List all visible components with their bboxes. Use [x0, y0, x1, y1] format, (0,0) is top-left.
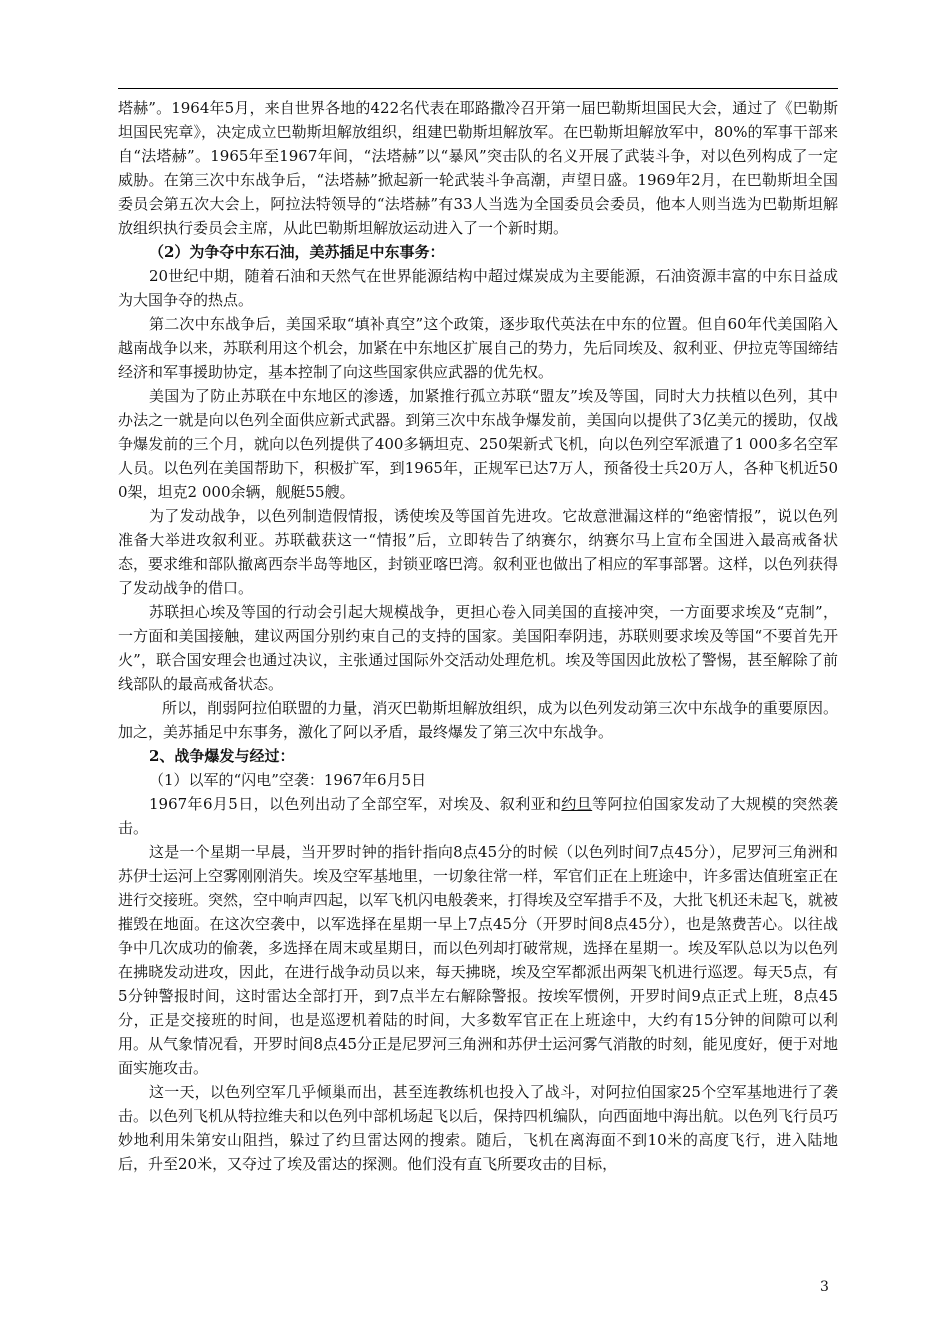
page-number: 3: [820, 1279, 829, 1295]
paragraph-june-5-attack: [118, 792, 838, 840]
paragraph-oil-importance: 20世纪中期，随着石油和天然气在世界能源结构中超过煤炭成为主要能源，石油资源丰富的中东日益成为大国争夺的热点。: [118, 267, 838, 309]
subsection-heading-air-strike: （1）以军的“闪电”空袭：1967年6月5日: [149, 771, 427, 789]
paragraph-us-support-israel: 美国为了防止苏联在中东地区的渗透，加紧推行孤立苏联“盟友”埃及等国，同时大力扶植以色列，其中办法之一就是向以色列全面供应新式武器。到第三次中东战争爆发前，美国向以提供了3亿美元的援助，仅战争爆发前的三个月，就向以色列提供了400多辆坦克、250架新式飞机，向以色列空军派遣了1 000多名空军人员。以色列在美国帮助下，积极扩军，到1965年，正规军已达7万人，预备役士兵20万人，各种飞机近500架，坦克2 000余辆，舰艇55艘。: [118, 387, 838, 501]
body-text: [118, 96, 838, 1176]
paragraph-air-raid-details: 这一天，以色列空军几乎倾巢而出，甚至连教练机也投入了战斗，对阿拉伯国家25个空军基地进行了袭击。以色列飞机从特拉维夫和以色列中部机场起飞以后，保持四机编队，向西面地中海出航。以色列飞行员巧妙地利用朱第安山阻挡，躲过了约旦雷达网的搜索。随后，飞机在离海面不到10米的高度飞行，进入陆地后，升至20米，又夺过了埃及雷达的探测。他们没有直飞所要攻击的目标，: [118, 1083, 839, 1173]
text-segment: 1967年6月5日，以色列出动了全部空军，对埃及、叙利亚和: [149, 795, 562, 813]
paragraph-ussr-restraint: 苏联担心埃及等国的行动会引起大规模战争，更担心卷入同美国的直接冲突，一方面要求埃及“克制”，一方面和美国接触，建议两国分别约束自己的支持的国家。美国阳奉阴违，苏联则要求埃及等国“不要首先开火”，联合国安理会也通过决议，主张通过国际外交活动处理危机。埃及等国因此放松了警惕，甚至解除了前线部队的最高戒备状态。: [118, 603, 838, 693]
header-rule: [118, 88, 838, 89]
paragraph-surprise-timing: 这是一个星期一早晨，当开罗时钟的指针指向8点45分的时候（以色列时间7点45分），尼罗河三角洲和苏伊士运河上空雾刚刚消失。埃及空军基地里，一切象往常一样，军官们正在上班途中，许多雷达值班室正在进行交接班。突然，空中响声四起，以军飞机闪电般袭来，打得埃及空军措手不及，大批飞机还未起飞，就被摧毁在地面。在这次空袭中，以军选择在星期一早上7点45分（开罗时间8点45分），也是煞费苦心。以往战争中几次成功的偷袭，多选择在周末或星期日，而以色列却打破常规，选择在星期一。埃及军队总以为以色列在拂晓发动进攻，因此，在进行战争动员以来，每天拂晓，埃及空军都派出两架飞机进行巡逻。每天5点，有5分钟警报时间，这时雷达全部打开，到7点半左右解除警报。按埃军惯例，开罗时间9点正式上班，8点45分，正是交接班的时间，也是巡逻机着陆的时间，大多数军官正在上班途中，大约有15分钟的间隙可以利用。从气象情况看，开罗时间8点45分正是尼罗河三角洲和苏伊士运河雾气消散的时刻，能见度好，便于对地面实施攻击。: [118, 843, 839, 1077]
paragraph-fatah-history: 塔赫”。1964年5月，来自世界各地的422名代表在耶路撒冷召开第一届巴勒斯坦国民大会，通过了《巴勒斯坦国民宪章》，决定成立巴勒斯坦解放组织，组建巴勒斯坦解放军。在巴勒斯坦解放军中，80%的军事干部来自“法塔赫”。1965年至1967年间，“法塔赫”以“暴风”突击队的名义开展了武装斗争，对以色列构成了一定威胁。在第三次中东战争后，“法塔赫”掀起新一轮武装斗争高潮，声望日盛。1969年2月，在巴勒斯坦全国委员会第五次大会上，阿拉法特领导的“法塔赫”有33人当选为全国委员会委员，他本人则当选为巴勒斯坦解放组织执行委员会主席，从此巴勒斯坦解放运动进入了一个新时期。: [118, 99, 838, 237]
text-segment: 等阿拉伯国家发动了大规模的突然袭击。: [118, 795, 838, 837]
underlined-jordan-link: 约旦: [561, 795, 593, 813]
section-heading-war-outbreak: 2、战争爆发与经过：: [149, 747, 295, 765]
paragraph-us-ussr-competition: 第二次中东战争后，美国采取“填补真空”这个政策，逐步取代英法在中东的位置。但自60年代美国陷入越南战争以来，苏联利用这个机会，加紧在中东地区扩展自己的势力，先后同埃及、叙利亚、伊拉克等国缔结经济和军事援助协定，基本控制了向这些国家供应武器的优先权。: [118, 315, 839, 381]
paragraph-false-intelligence: 为了发动战争，以色列制造假情报，诱使埃及等国首先进攻。它故意泄漏这样的“绝密情报”，说以色列准备大举进攻叙利亚。苏联截获这一“情报”后，立即转告了纳赛尔，纳赛尔马上宣布全国进入最高戒备状态，要求维和部队撤离西奈半岛等地区，封锁亚喀巴湾。叙利亚也做出了相应的军事部署。这样，以色列获得了发动战争的借口。: [118, 507, 839, 597]
section-heading-oil: （2）为争夺中东石油，美苏插足中东事务：: [149, 243, 445, 261]
paragraph-war-causes-summary: 所以，削弱阿拉伯联盟的力量，消灭巴勒斯坦解放组织，成为以色列发动第三次中东战争的重要原因。加之，美苏插足中东事务，激化了阿以矛盾，最终爆发了第三次中东战争。: [118, 699, 838, 741]
